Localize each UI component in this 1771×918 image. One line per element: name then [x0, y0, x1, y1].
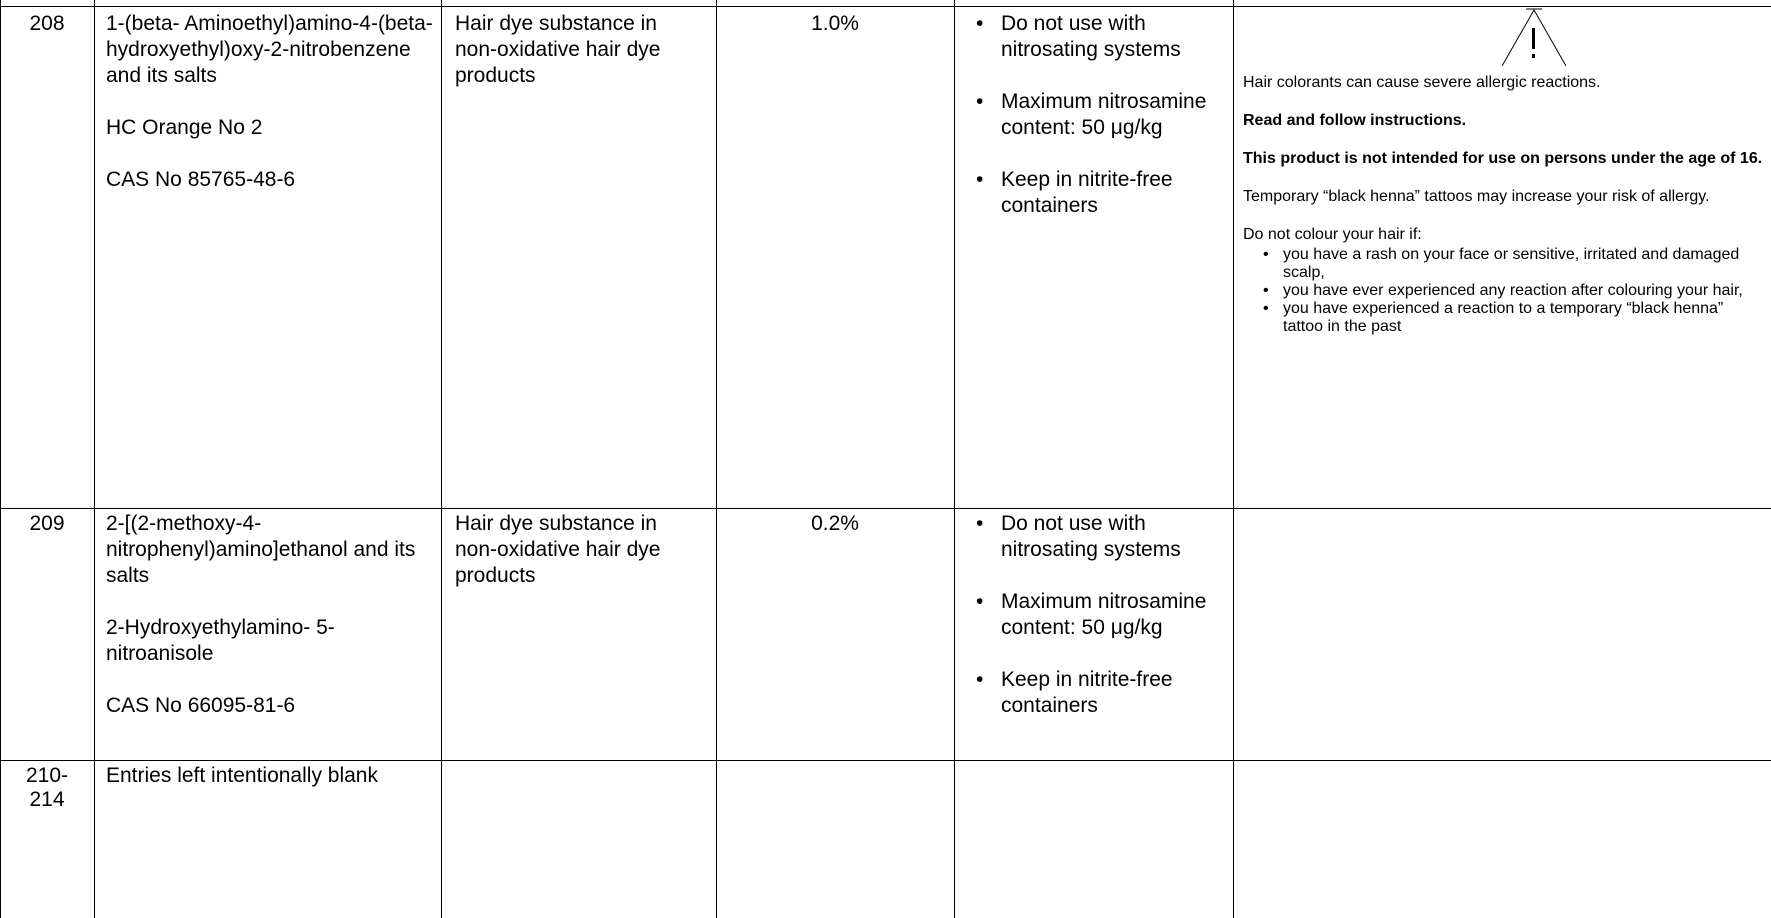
col-border-5 [1233, 0, 1234, 918]
substance-cas-number: CAS No 66095-81-6 [106, 694, 296, 717]
row-border-208-209 [0, 508, 1771, 509]
warning-do-not-item: • you have experienced a reaction to a temporary “black henna” tattoo in the past [1263, 300, 1724, 335]
row-208-conditions [971, 11, 1229, 219]
row-209-conditions [971, 511, 1229, 719]
warning-age-limit: This product is not intended for use on persons under the age of 16. [1243, 150, 1763, 167]
warning-intro: Hair colorants can cause severe allergic reactions. [1243, 74, 1601, 91]
row-border-209-210 [0, 760, 1771, 761]
substance-common-name: HC Orange No 2 [106, 116, 263, 139]
substance-chemical-name: 2-[(2-methoxy-4-nitrophenyl)amino]ethanol and its salts [106, 512, 416, 587]
col-border-1 [94, 0, 95, 918]
row-208-substance [106, 11, 436, 193]
warning-do-not-item: • you have ever experienced any reaction after colouring your hair, [1263, 282, 1743, 299]
col-border-3 [716, 0, 717, 918]
col-border-2 [441, 0, 442, 918]
warning-henna: Temporary “black henna” tattoos may increase your risk of allergy. [1243, 188, 1710, 205]
row-208-max-concentration: 1.0% [811, 12, 859, 35]
warning-read-instructions: Read and follow instructions. [1243, 112, 1467, 129]
substance-chemical-name: 1-(beta- Aminoethyl)amino-4-(beta-hydroxyethyl)oxy-2-nitrobenzene and its salts [106, 12, 433, 87]
warning-do-not-intro: Do not colour your hair if: [1243, 226, 1422, 243]
condition-item: • Keep in nitrite-free containers [976, 668, 1173, 717]
row-208-number: 208 [29, 12, 65, 35]
row-209-number: 209 [29, 512, 65, 535]
condition-item: • Maximum nitrosamine content: 50 μg/kg [976, 90, 1207, 139]
condition-item: • Do not use with nitrosating systems [976, 512, 1181, 561]
substance-cas-number: CAS No 85765-48-6 [106, 168, 296, 191]
substance-common-name: 2-Hydroxyethylamino- 5-nitroanisole [106, 616, 335, 665]
row-border-top [0, 6, 1771, 7]
row-209-substance [106, 511, 426, 719]
row-208-warnings [1243, 73, 1767, 336]
row-210-214-number: 210-214 [25, 764, 69, 811]
row-210-214-substance: Entries left intentionally blank [106, 764, 378, 787]
condition-item: • Keep in nitrite-free containers [976, 168, 1173, 217]
row-209-max-concentration: 0.2% [811, 512, 859, 535]
warning-triangle-icon [1502, 8, 1566, 68]
warning-do-not-item: • you have a rash on your face or sensitive, irritated and damaged scalp, [1263, 246, 1740, 281]
condition-item: • Maximum nitrosamine content: 50 μg/kg [976, 590, 1207, 639]
row-209-product-type: Hair dye substance in non-oxidative hair dye products [455, 512, 661, 587]
warning-do-not-list [1243, 246, 1767, 336]
col-border-0 [0, 0, 1, 918]
col-border-4 [954, 0, 955, 918]
row-208-product-type: Hair dye substance in non-oxidative hair dye products [455, 12, 661, 87]
condition-item: • Do not use with nitrosating systems [976, 12, 1181, 61]
